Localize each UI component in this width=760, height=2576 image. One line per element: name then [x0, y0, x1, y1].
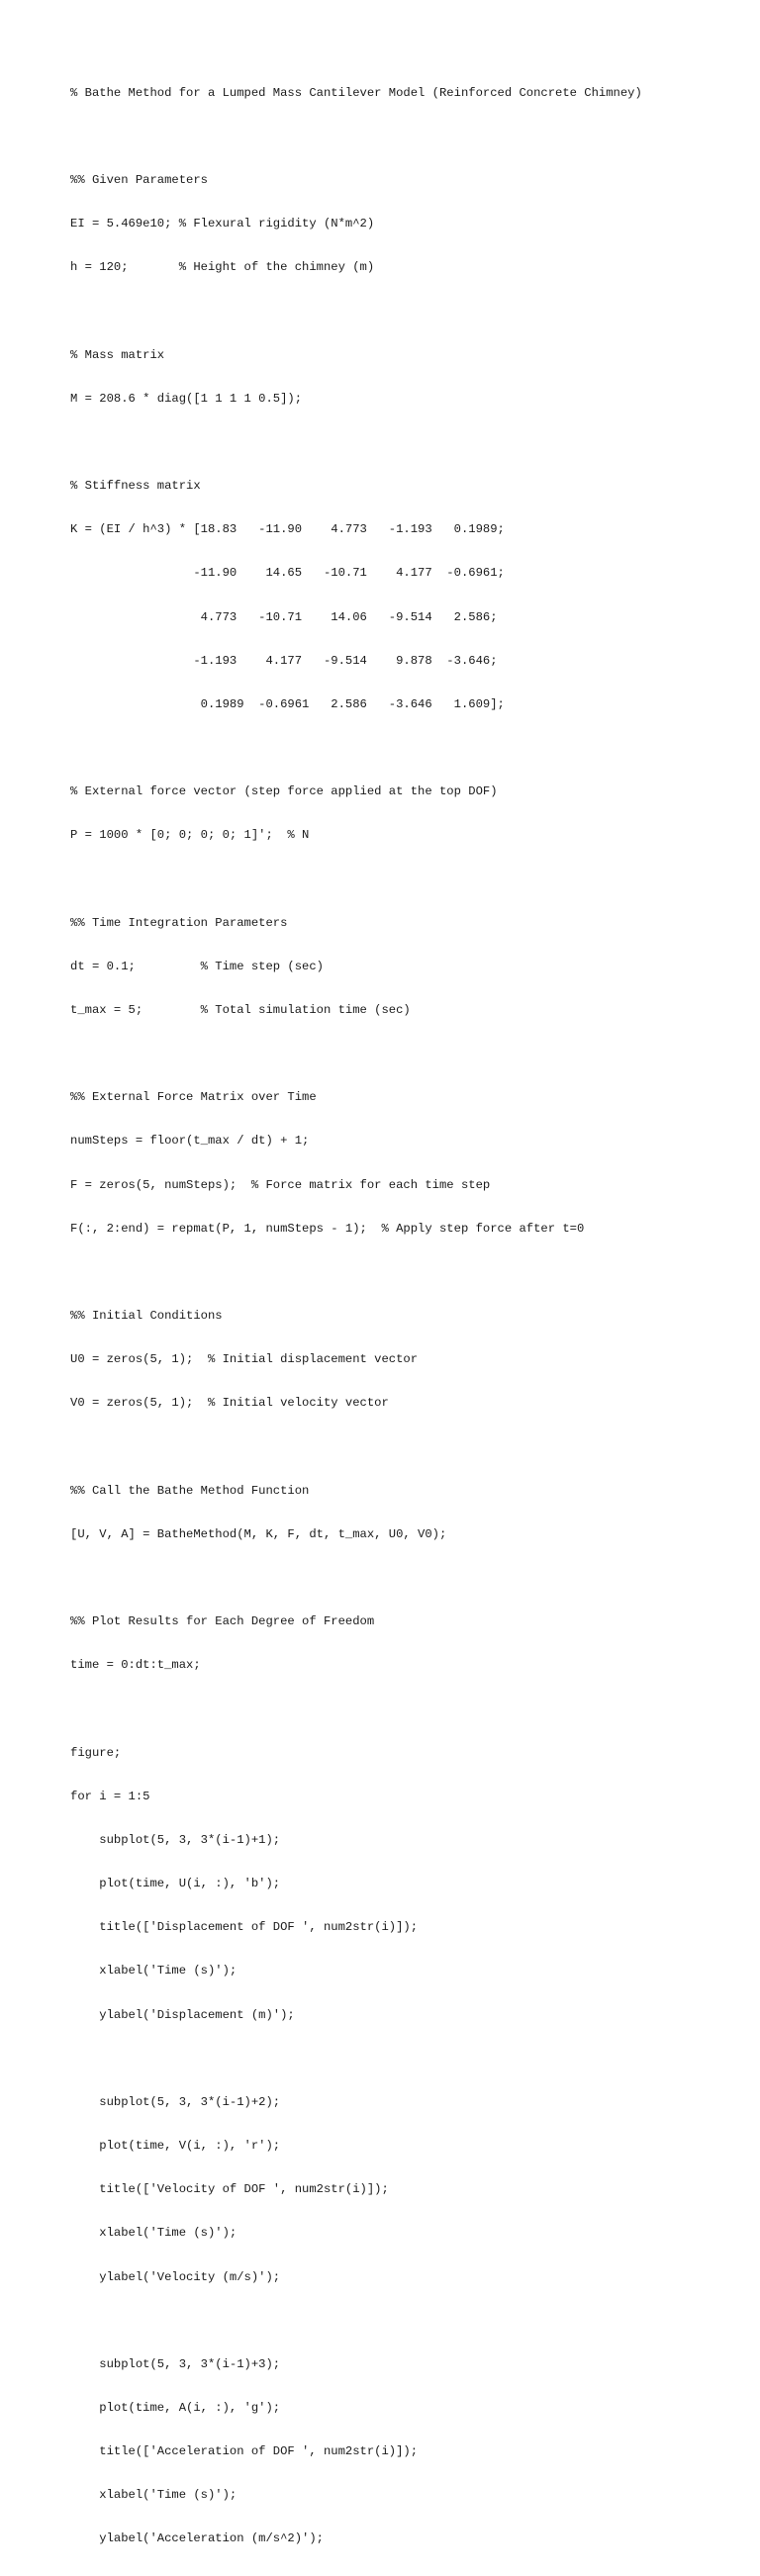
code-line: %% External Force Matrix over Time: [70, 1090, 317, 1105]
code-line: V0 = zeros(5, 1); % Initial velocity vector: [70, 1396, 389, 1411]
code-line: title(['Displacement of DOF ', num2str(i)]);: [70, 1920, 419, 1935]
code-line: numSteps = floor(t_max / dt) + 1;: [70, 1134, 310, 1149]
code-line: plot(time, V(i, :), 'r');: [70, 2139, 281, 2154]
code-line: time = 0:dt:t_max;: [70, 1658, 201, 1673]
code-line: [U, V, A] = BatheMethod(M, K, F, dt, t_max, U0, V0);: [70, 1526, 447, 1541]
code-line: t_max = 5; % Total simulation time (sec): [70, 1003, 411, 1017]
code-line: for i = 1:5: [70, 1789, 150, 1803]
code-line: subplot(5, 3, 3*(i-1)+2);: [70, 2094, 281, 2109]
code-line: [70, 305, 642, 320]
code-line: 0.1989 -0.6961 2.586 -3.646 1.609];: [70, 696, 505, 711]
code-listing: [70, 71, 642, 2576]
code-line: % External force vector (step force applied at the top DOF): [70, 784, 498, 799]
code-line: F(:, 2:end) = repmat(P, 1, numSteps - 1); % Apply step force after t=0: [70, 1221, 585, 1236]
code-line: M = 208.6 * diag([1 1 1 1 0.5]);: [70, 391, 303, 406]
code-line: K = (EI / h^3) * [18.83 -11.90 4.773 -1.193 0.1989;: [70, 522, 505, 537]
code-line: %% Call the Bathe Method Function: [70, 1483, 310, 1498]
code-line: P = 1000 * [0; 0; 0; 0; 1]'; % N: [70, 828, 310, 843]
code-line: [70, 1047, 642, 1061]
code-line: figure;: [70, 1745, 122, 1760]
code-line: [70, 435, 642, 450]
code-line: title(['Velocity of DOF ', num2str(i)]);: [70, 2182, 389, 2197]
code-line: plot(time, A(i, :), 'g');: [70, 2401, 281, 2415]
code-line: [70, 1702, 642, 1717]
code-line: xlabel('Time (s)');: [70, 2226, 238, 2241]
code-line: F = zeros(5, numSteps); % Force matrix for each time step: [70, 1177, 491, 1192]
code-line: [70, 741, 642, 756]
code-line: -11.90 14.65 -10.71 4.177 -0.6961;: [70, 566, 505, 581]
code-line: -1.193 4.177 -9.514 9.878 -3.646;: [70, 653, 498, 668]
code-line: subplot(5, 3, 3*(i-1)+1);: [70, 1832, 281, 1847]
code-line: [70, 2052, 642, 2067]
code-line: % Stiffness matrix: [70, 479, 201, 494]
code-line: ylabel('Velocity (m/s)');: [70, 2269, 281, 2284]
code-line: %% Time Integration Parameters: [70, 915, 288, 930]
code-line: [70, 130, 642, 144]
code-line: %% Plot Results for Each Degree of Freedom: [70, 1614, 375, 1629]
code-line: %% Initial Conditions: [70, 1309, 223, 1324]
code-line: dt = 0.1; % Time step (sec): [70, 959, 324, 973]
code-line: [70, 1571, 642, 1586]
code-line: xlabel('Time (s)');: [70, 1964, 238, 1978]
code-line: % Mass matrix: [70, 347, 165, 362]
code-line: EI = 5.469e10; % Flexural rigidity (N*m^2): [70, 217, 375, 231]
code-line: [70, 2314, 642, 2329]
code-line: subplot(5, 3, 3*(i-1)+3);: [70, 2356, 281, 2371]
code-line: % Bathe Method for a Lumped Mass Cantilever Model (Reinforced Concrete Chimney): [70, 85, 642, 100]
code-line: ylabel('Displacement (m)');: [70, 2007, 295, 2022]
code-line: ylabel('Acceleration (m/s^2)');: [70, 2531, 324, 2546]
code-line: [70, 873, 642, 887]
code-line: 4.773 -10.71 14.06 -9.514 2.586;: [70, 609, 498, 624]
code-line: h = 120; % Height of the chimney (m): [70, 260, 375, 275]
code-line: U0 = zeros(5, 1); % Initial displacement vector: [70, 1352, 419, 1367]
code-line: %% Given Parameters: [70, 173, 208, 188]
code-line: [70, 1265, 642, 1280]
code-line: plot(time, U(i, :), 'b');: [70, 1877, 281, 1891]
code-line: [70, 1440, 642, 1455]
code-line: title(['Acceleration of DOF ', num2str(i)]);: [70, 2444, 419, 2459]
code-line: xlabel('Time (s)');: [70, 2488, 238, 2503]
